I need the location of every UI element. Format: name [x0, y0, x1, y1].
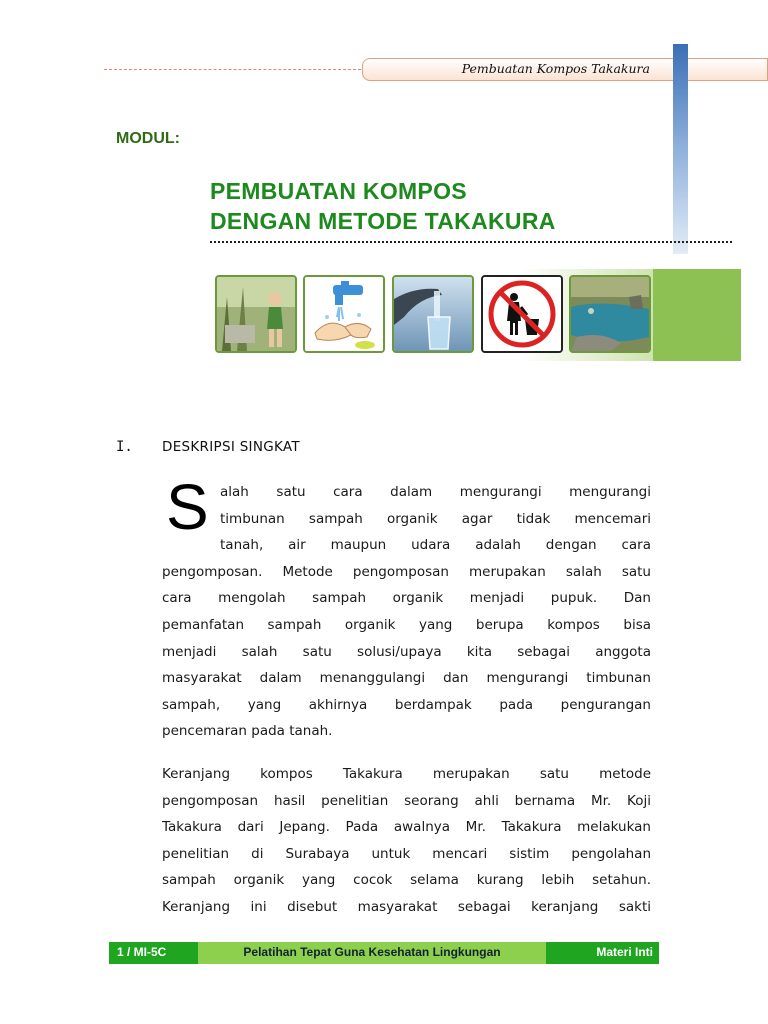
- paragraph-line: cara mengolah sampah organik menjadi pupuk. Dan: [162, 590, 651, 607]
- module-label: MODUL:: [116, 130, 180, 147]
- footer-course-title: Pelatihan Tepat Guna Kesehatan Lingkungan: [198, 942, 546, 964]
- paragraph-2: [162, 761, 651, 921]
- paragraph-line: Keranjang ini disebut masyarakat sebagai keranjang sakti: [162, 898, 651, 915]
- paragraph-line: menjadi salah satu solusi/upaya kita sebagai anggota: [162, 643, 651, 660]
- section-title: DESKRIPSI SINGKAT: [162, 439, 300, 455]
- paragraph-line: alah satu cara dalam mengurangi mengurangi: [220, 484, 651, 500]
- module-title-line-2: DENGAN METODE TAKAKURA: [210, 208, 556, 234]
- footer-page-number: 1 / MI-5C: [109, 942, 198, 964]
- paragraph-line: tanah, air maupun udara adalah dengan cara: [220, 537, 651, 554]
- no-littering-sign-icon: [481, 275, 563, 353]
- module-title: [210, 176, 556, 236]
- footer-category: Materi Inti: [546, 942, 659, 964]
- paragraph-1: [162, 479, 651, 745]
- module-title-line-1: PEMBUATAN KOMPOS: [210, 178, 467, 204]
- running-title: Pembuatan Kompos Takakura: [461, 61, 650, 76]
- paragraph-line: pencemaran pada tanah.: [162, 723, 333, 740]
- polluted-pond-photo-icon: [569, 275, 651, 353]
- paragraph-line: sampah organik yang cocok selama kurang lebih setahun.: [162, 872, 651, 889]
- paragraph-line: pemanfatan sampah organik yang berupa kompos bisa: [162, 616, 651, 633]
- water-glass-photo-icon: [392, 275, 474, 353]
- paragraph-line: pengomposan. Metode pengomposan merupakan salah satu: [162, 563, 651, 580]
- footer-bar: [109, 942, 659, 964]
- paragraph-line: masyarakat dalam menanggulangi dan mengurangi timbunan: [162, 670, 651, 687]
- blue-accent-bar: [673, 44, 688, 254]
- paragraph-line: penelitian di Surabaya untuk mencari sistim pengolahan: [162, 845, 651, 862]
- title-dotted-rule: [210, 241, 732, 243]
- handwashing-faucet-icon: [303, 275, 385, 353]
- paragraph-line: pengomposan hasil penelitian seorang ahli bernama Mr. Koji: [162, 792, 651, 809]
- section-number: I.: [116, 439, 133, 455]
- open-defecation-photo-icon: [215, 275, 297, 353]
- header-dashed-rule: [104, 69, 366, 70]
- paragraph-line: Keranjang kompos Takakura merupakan satu metode: [162, 766, 651, 782]
- paragraph-line: timbunan sampah organik agar tidak mencemari: [220, 510, 651, 527]
- paragraph-line: sampah, yang akhirnya berdampak pada pengurangan: [162, 696, 651, 713]
- paragraph-line: Takakura dari Jepang. Pada awalnya Mr. Takakura melakukan: [162, 819, 651, 836]
- drop-cap: S: [166, 471, 209, 543]
